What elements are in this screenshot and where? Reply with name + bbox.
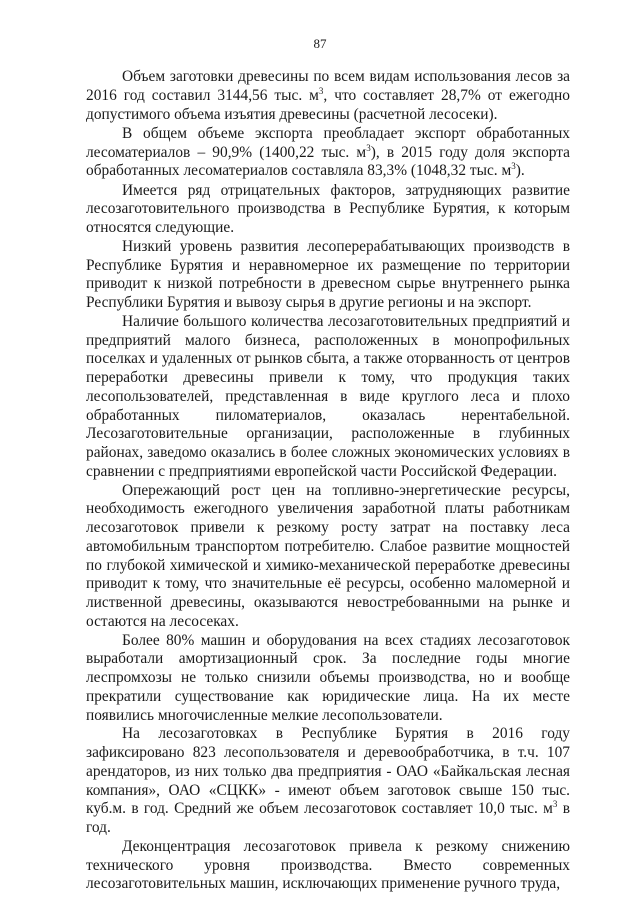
paragraph-small-enterprises: Наличие большого количества лесозаготовительных предприятий и предприятий малого бизнеса, расположенных в монопрофильных поселках и удаленных от рынков сбыта, а также оторванность от центров переработки древесины привели к тому, что продукция таких лесопользователей, представленная в виде круглого леса и плохо обработанных пиломатериалов, оказалась нерентабельной. Лесозаготовительные организации, расположенные в глубинных районах, заведомо оказались в более сложных экономических условиях в сравнении с предприятиями европейской части Российской Федерации. [86,312,570,480]
document-body [86,68,570,894]
paragraph-negative-factors: Имеется ряд отрицательных факторов, затрудняющих развитие лесозаготовительного производства в Республике Бурятия, к которым относятся следующие. [86,181,570,236]
paragraph-logging-users [86,725,570,838]
paragraph-price-growth: Опережающий рост цен на топливно-энергетические ресурсы, необходимость ежегодного увеличения заработной платы работникам лесозаготовок привели к резкому росту затрат на поставку леса автомобильным транспортом потребителю. Слабое развитие мощностей по глубокой химической и химико-механической переработке древесины приводит к тому, что значительные её ресурсы, особенно маломерной и лиственной древесины, оказываются невостребованными на рынке и остаются на лесосеках. [86,481,570,630]
paragraph-harvest-volume [86,68,570,124]
paragraph-text: в год. [86,800,570,836]
superscript: 3 [511,161,516,172]
paragraph-text: ). [515,162,525,180]
paragraph-export-share [86,125,570,181]
paragraph-text: , что составляет 28,7% от ежегодно допустимого объема изъятия древесины (расчетной лесосеки). [86,86,570,123]
page-number: 87 [313,36,327,51]
paragraph-deconcentration: Деконцентрация лесозаготовок привела к резкому снижению технического уровня производства. Вместо современных лесозаготовительных машин, исключающих применение ручного труда, [86,837,570,893]
paragraph-text: В общем объеме экспорта преобладает экспорт обработанных лесоматериалов – 90,9% (1400,22 тыс. м [86,124,570,161]
superscript: 3 [318,85,324,96]
superscript: 3 [552,799,558,810]
paragraph-low-processing: Низкий уровень развития лесоперерабатывающих производств в Республике Бурятия и неравномерное их размещение по территории приводит к низкой потребности в древесном сырье внутреннего рынка Республики Бурятия и вывозу сырья в другие регионы и на экспорт. [86,237,570,311]
paragraph-text: Объем заготовки древесины по всем видам использования лесов за 2016 год составил 3144,56 тыс. м [86,68,570,104]
paragraph-text: На лесозаготовках в Республике Бурятия в 2016 году зафиксировано 823 лесопользователя и деревообработчика, в т.ч. 107 арендаторов, из них только два предприятия - ОАО «Байкальская лесная компания», ОАО «СЦКК» - имеют объем заготовок свыше 150 тыс. куб.м. в год. Средний же объем лесозаготовок составляет 10,0 тыс. м [86,725,570,818]
paragraph-equipment-wear: Более 80% машин и оборудования на всех стадиях лесозаготовок выработали амортизационный срок. За последние годы многие леспромхозы не только снизили объемы производства, но и вообще прекратили существование как юридические лица. На их месте появились многочисленные мелкие лесопользователи. [86,631,570,724]
superscript: 3 [366,142,371,153]
paragraph-text: ), в 2015 году доля экспорта обработанных лесоматериалов составляла 83,3% (1048,32 тыс. м [86,143,570,180]
